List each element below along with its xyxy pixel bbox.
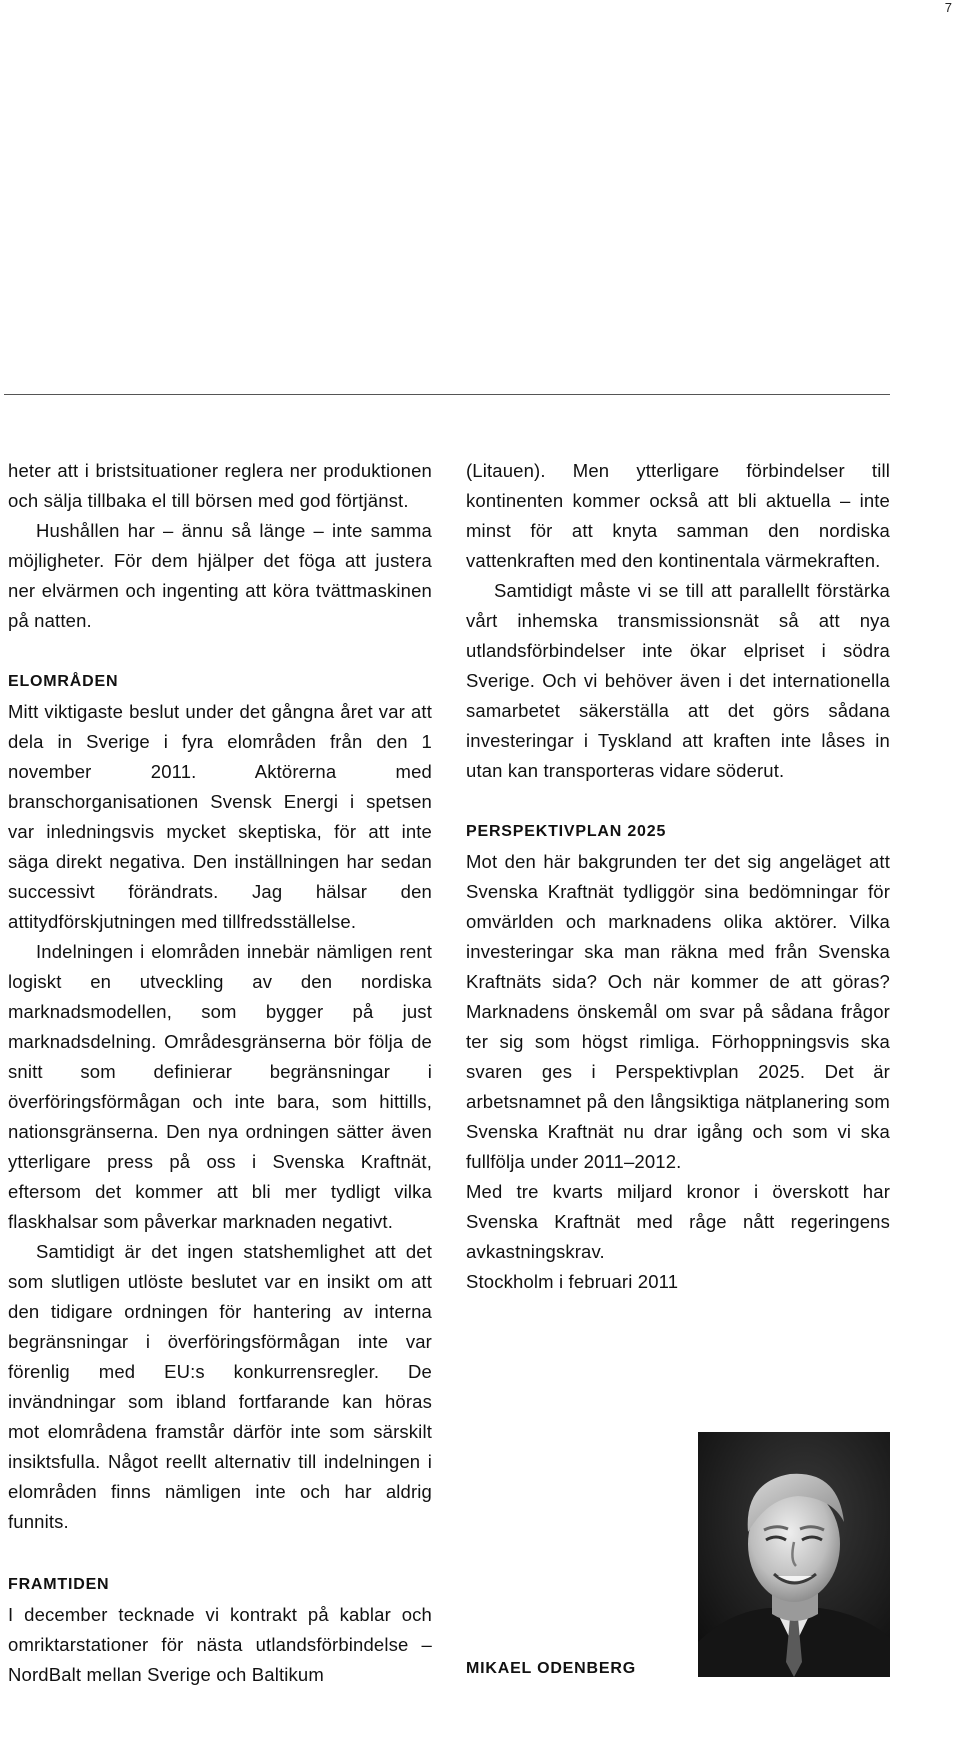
place-date: Stockholm i februari 2011 [466, 1271, 679, 1292]
section-heading-elomraden: ELOMRÅDEN [8, 673, 119, 690]
intro-paragraph: heter att i bristsituationer reglera ner produktionen och sälja tillbaka el till börsen med god förtjänst. [8, 460, 432, 511]
portrait-photo [698, 1432, 890, 1677]
body-paragraph: Indelningen i elområden innebär nämligen rent logiskt en utveckling av den nordiska marknadsmodellen, som bygger på just marknadsdelning. Områdesgränserna bör följa de snitt som definierar begränsningar i överföringsförmågan och inte bara, som hittills, nationsgränserna. Den nya ordningen sätter även ytterligare press på oss i Svenska Kraftnät, eftersom det kommer att bli mer tydligt vilka flaskhalsar som påverkar marknaden negativt. [8, 941, 432, 1232]
body-paragraph: Samtidigt är det ingen statshemlighet att det som slutligen utlöste beslutet var en insikt om att den tidigare ordningen för hantering av interna begränsningar i överföringsförmågan inte var förenlig med EU:s konkurrensregler. De invändningar som ibland fortfarande kan höras mot elområdena framstår därför inte som särskilt insiktsfulla. Något reellt alternativ till indelningen i elområden finns nämligen inte och har aldrig funnits. [8, 1241, 432, 1532]
section-heading-perspektivplan: PERSPEKTIVPLAN 2025 [466, 823, 667, 840]
body-paragraph: (Litauen). Men ytterligare förbindelser till kontinenten kommer också att bli aktuella – inte minst för att knyta samman den nordiska vattenkraften med den kontinentala värmekraften. [466, 460, 890, 571]
page-number: 7 [944, 0, 952, 15]
body-paragraph: Mot den här bakgrunden ter det sig angeläget att Svenska Kraftnät tydliggör sina bedömningar för omvärlden och marknadens olika aktörer. Vilka investeringar ska man räkna med från Svenska Kraftnäts sida? Och när kommer de att göras? Marknadens önskemål om svar på sådana frågor ter sig som högst rimliga. Förhoppningsvis ska svaren ges i Perspektivplan 2025. Det är arbetsnamnet på den långsiktiga nätplanering som Svenska Kraftnät nu drar igång och som vi ska fullfölja under 2011–2012. [466, 851, 890, 1172]
intro-paragraph: Hushållen har – ännu så länge – inte samma möjligheter. För dem hjälper det föga att justera ner elvärmen och ingenting att köra tvättmaskinen på natten. [8, 520, 432, 631]
body-paragraph: Mitt viktigaste beslut under det gångna året var att dela in Sverige i fyra elområden från den 1 november 2011. Aktörerna med branschorganisationen Svensk Energi i spetsen var inledningsvis mycket skeptiska, för att inte säga direkt negativa. Den inställningen har sedan successivt förändrats. Jag hälsar den attitydförskjutningen med tillfredsställelse. [8, 701, 432, 932]
body-paragraph: Samtidigt måste vi se till att parallellt förstärka vårt inhemska transmissionsnät så att nya utlandsförbindelser inte ökar elpriset i södra Sverige. Och vi behöver även i det internationella samarbetet säkerställa att det görs sådana investeringar i Tyskland att kraften inte låses in utan kan transporteras vidare söderut. [466, 580, 890, 781]
section-heading-framtiden: FRAMTIDEN [8, 1576, 110, 1593]
left-column [8, 456, 432, 1690]
right-column [466, 456, 890, 1297]
body-paragraph: I december tecknade vi kontrakt på kablar och omriktarstationer för nästa utlandsförbindelse – NordBalt mellan Sverige och Baltikum [8, 1604, 432, 1685]
portrait-illustration [698, 1432, 890, 1677]
header-rule [4, 394, 890, 395]
closing-paragraph: Med tre kvarts miljard kronor i överskott har Svenska Kraftnät med råge nått regeringens avkastningskrav. [466, 1181, 890, 1262]
signature-name: MIKAEL ODENBERG [466, 1660, 636, 1677]
